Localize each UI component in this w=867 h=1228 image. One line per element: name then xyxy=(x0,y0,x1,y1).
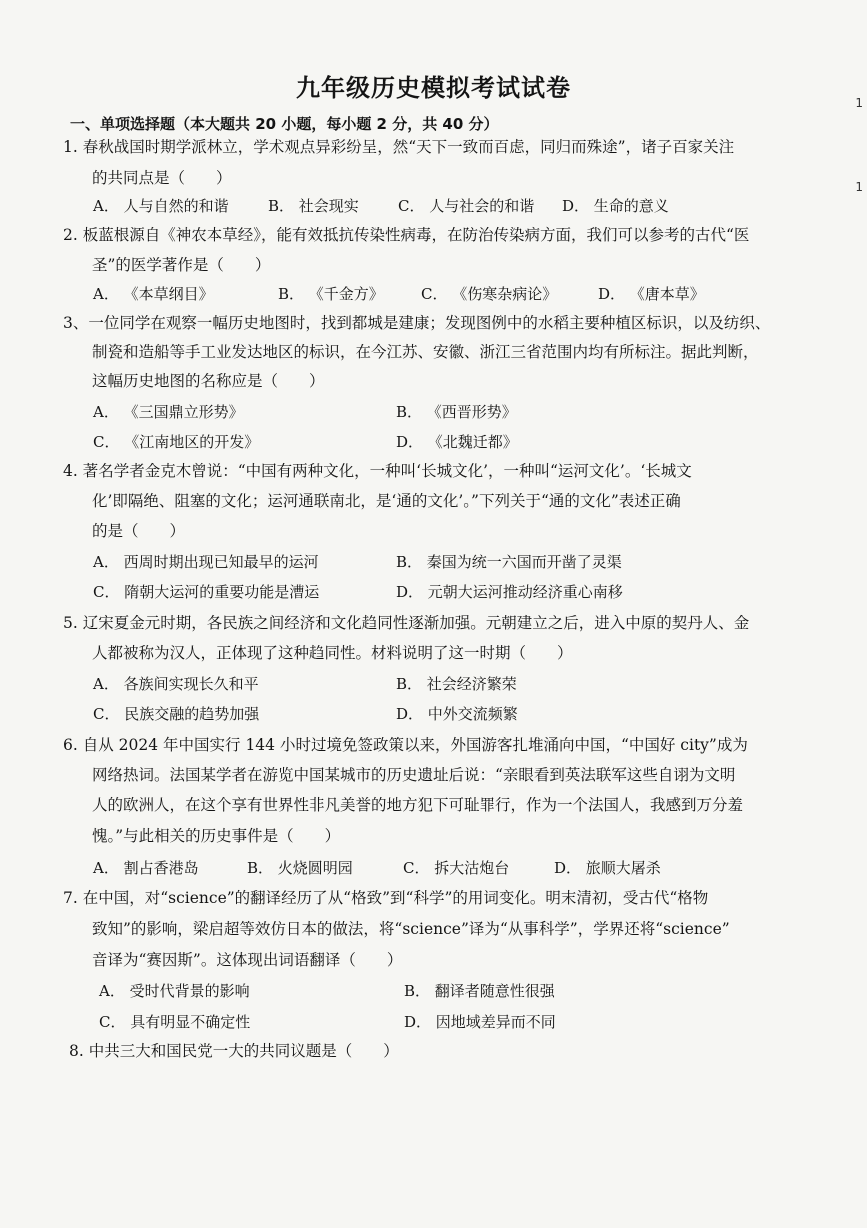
question-1-option-a: A． 人与自然的和谐 xyxy=(93,197,229,215)
question-1-option-b: B． 社会现实 xyxy=(268,197,359,215)
question-3-option-b: B． 《西晋形势》 xyxy=(396,403,517,421)
question-6-option-a: A． 割占香港岛 xyxy=(93,859,199,877)
question-7-line-2: 致知”的影响，梁启超等效仿日本的做法，将“science”译为“从事科学”，学界还将“science” xyxy=(92,920,730,938)
question-6-option-b: B． 火烧圆明园 xyxy=(247,859,353,877)
question-7-line-3: 音译为“赛因斯”。这体现出词语翻译（ ） xyxy=(92,951,403,969)
question-5-option-a: A． 各族间实现长久和平 xyxy=(93,675,259,693)
question-4-line-3: 的是（ ） xyxy=(92,522,186,540)
question-3-line-1: 3、一位同学在观察一幅历史地图时，找到都城是建康；发现图例中的水稻主要种植区标识，以及纺织、 xyxy=(63,314,771,332)
question-1-line-1: 1. 春秋战国时期学派林立，学术观点异彩纷呈，然“天下一致而百虑，同归而殊途”，诸子百家关注 xyxy=(63,138,735,156)
question-3-option-c: C． 《江南地区的开发》 xyxy=(93,433,260,451)
question-5-option-d: D． 中外交流频繁 xyxy=(396,705,518,723)
page-title: 九年级历史模拟考试试卷 xyxy=(296,74,571,102)
question-4-option-d: D． 元朝大运河推动经济重心南移 xyxy=(396,583,623,601)
question-7-line-1: 7. 在中国，对“science”的翻译经历了从“格致”到“科学”的用词变化。明末清初，受古代“格物 xyxy=(63,889,709,907)
question-3-option-d: D． 《北魏迁都》 xyxy=(396,433,518,451)
question-5-line-1: 5. 辽宋夏金元时期，各民族之间经济和文化趋同性逐渐加强。元朝建立之后，进入中原的契丹人、金 xyxy=(63,614,750,632)
question-6-option-d: D． 旅顺大屠杀 xyxy=(554,859,661,877)
question-2-option-d: D． 《唐本草》 xyxy=(598,285,705,303)
question-1-line-2: 的共同点是（ ） xyxy=(92,169,232,187)
question-7-option-a: A． 受时代背景的影响 xyxy=(99,982,250,1000)
question-6-line-3: 人的欧洲人，在这个享有世界性非凡美誉的地方犯下可耻罪行，作为一个法国人，我感到万分羞 xyxy=(92,796,744,814)
question-2-option-b: B． 《千金方》 xyxy=(278,285,384,303)
question-8-line-1: 8. 中共三大和国民党一大的共同议题是（ ） xyxy=(69,1042,399,1060)
question-7-option-d: D． 因地域差异而不同 xyxy=(404,1013,556,1031)
question-5-option-b: B． 社会经济繁荣 xyxy=(396,675,517,693)
question-6-option-c: C． 拆大沽炮台 xyxy=(403,859,510,877)
edge-mark: 1 xyxy=(855,96,863,110)
question-4-option-b: B． 秦国为统一六国而开凿了灵渠 xyxy=(396,553,622,571)
question-7-option-c: C． 具有明显不确定性 xyxy=(99,1013,251,1031)
question-5-option-c: C． 民族交融的趋势加强 xyxy=(93,705,260,723)
question-3-line-2: 制瓷和造船等手工业发达地区的标识，在今江苏、安徽、浙江三省范围内均有所标注。据此判断， xyxy=(92,343,759,361)
question-6-line-1: 6. 自从 2024 年中国实行 144 小时过境免签政策以来，外国游客扎堆涌向中国，“中国好 city”成为 xyxy=(63,736,748,754)
question-6-line-2: 网络热词。法国某学者在游览中国某城市的历史遗址后说：“亲眼看到英法联军这些自诩为文明 xyxy=(92,766,736,784)
question-1-option-c: C． 人与社会的和谐 xyxy=(398,197,535,215)
question-6-line-4: 愧。”与此相关的历史事件是（ ） xyxy=(92,827,341,845)
question-4-line-2: 化’即隔绝、阻塞的文化；运河通联南北，是‘通的文化’。”下列关于“通的文化”表述正确 xyxy=(92,492,681,510)
question-3-line-3: 这幅历史地图的名称应是（ ） xyxy=(92,372,325,390)
question-4-option-a: A． 西周时期出现已知最早的运河 xyxy=(93,553,319,571)
question-1-option-d: D． 生命的意义 xyxy=(562,197,669,215)
question-2-line-1: 2. 板蓝根源自《神农本草经》，能有效抵抗传染性病毒，在防治传染病方面，我们可以参考的古代“医 xyxy=(63,226,750,244)
question-5-line-2: 人都被称为汉人，正体现了这种趋同性。材料说明了这一时期（ ） xyxy=(92,644,573,662)
question-2-option-a: A． 《本草纲目》 xyxy=(93,285,214,303)
question-7-option-b: B． 翻译者随意性很强 xyxy=(404,982,555,1000)
section-heading: 一、单项选择题（本大题共 20 小题，每小题 2 分，共 40 分） xyxy=(70,115,499,133)
question-3-option-a: A． 《三国鼎立形势》 xyxy=(93,403,244,421)
question-2-line-2: 圣”的医学著作是（ ） xyxy=(92,256,271,274)
question-2-option-c: C． 《伤寒杂病论》 xyxy=(421,285,558,303)
question-4-line-1: 4. 著名学者金克木曾说：“中国有两种文化，一种叫‘长城文化’，一种叫“运河文化’。‘长城文 xyxy=(63,462,692,480)
edge-mark: 1 xyxy=(855,180,863,194)
question-4-option-c: C． 隋朝大运河的重要功能是漕运 xyxy=(93,583,320,601)
